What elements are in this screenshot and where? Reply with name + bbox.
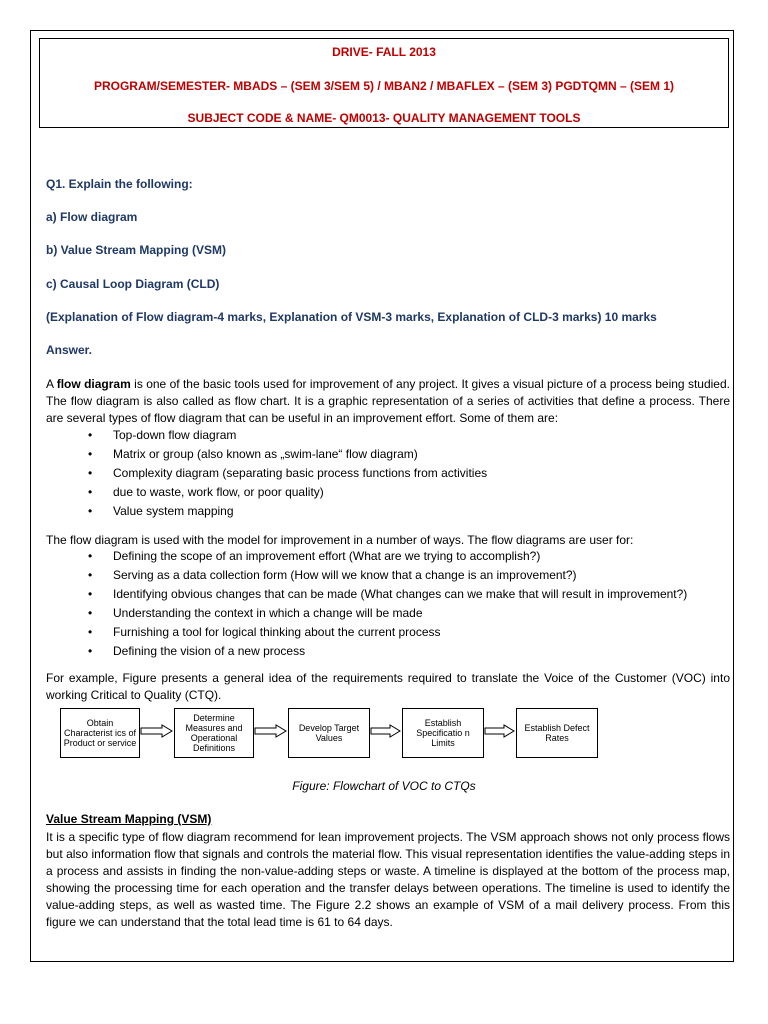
flow-diagram-uses-list: [88, 547, 687, 661]
figure-caption: Figure: Flowchart of VOC to CTQs: [292, 779, 476, 793]
list-item: • Identifying obvious changes that can be made (What changes can we make that will result in improvement?): [88, 585, 687, 604]
flowchart-step: Obtain Characterist ics of Product or service: [60, 708, 140, 758]
list-item: • Furnishing a tool for logical thinking about the current process: [88, 623, 687, 642]
list-item: • Top-down flow diagram: [88, 426, 487, 445]
intro-paragraph: [46, 376, 730, 427]
question-title: Q1. Explain the following:: [46, 177, 193, 191]
flowchart-step: Establish Specificatio n Limits: [402, 708, 484, 758]
intro-after: is one of the basic tools used for improvement of any project. It gives a visual picture of a process being studied. The flow diagram is also called as flow chart. It is a graphic representation of a series of activities that define a process. There are several types of flow diagram that can be useful in an improvement effort. Some of them are:: [46, 377, 730, 425]
flowchart-step: Determine Measures and Operational Definitions: [174, 708, 254, 758]
question-marks: (Explanation of Flow diagram-4 marks, Explanation of VSM-3 marks, Explanation of CLD-3 marks) 10 marks: [46, 310, 657, 324]
list-item: • due to waste, work flow, or poor quality): [88, 483, 487, 502]
list-item: • Defining the scope of an improvement effort (What are we trying to accomplish?): [88, 547, 687, 566]
list-item: • Complexity diagram (separating basic process functions from activities: [88, 464, 487, 483]
flow-arrow-icon: [484, 724, 516, 738]
list-item: • Matrix or group (also known as „swim-lane“ flow diagram): [88, 445, 487, 464]
flowchart-step: Develop Target Values: [288, 708, 370, 758]
question-part-c: c) Causal Loop Diagram (CLD): [46, 277, 220, 291]
example-paragraph: For example, Figure presents a general idea of the requirements required to translate the Voice of the Customer (VOC) into working Critical to Quality (CTQ).: [46, 671, 730, 702]
list-item: • Value system mapping: [88, 502, 487, 521]
flow-arrow-icon: [254, 724, 288, 738]
flow-arrow-icon: [370, 724, 402, 738]
header-subject: SUBJECT CODE & NAME- QM0013- QUALITY MANAGEMENT TOOLS: [187, 111, 581, 125]
header-program: PROGRAM/SEMESTER- MBADS – (SEM 3/SEM 5) / MBAN2 / MBAFLEX – (SEM 3) PGDTQMN – (SEM 1): [93, 79, 675, 93]
document-header: [39, 38, 729, 128]
header-drive: DRIVE- FALL 2013: [332, 45, 436, 59]
list-item: • Defining the vision of a new process: [88, 642, 687, 661]
vsm-paragraph: It is a specific type of flow diagram recommend for lean improvement projects. The VSM approach shows not only process flows but also information flow that signals and controls the material flow. This visual representation identifies the value-adding steps in a process and assists in finding the non-value-adding steps or waste. A timeline is displayed at the bottom of the process map, showing the processing time for each operation and the transfer delays between operations. The timeline is used to identify the value-adding steps, as well as wasted time. The Figure 2.2 shows an example of VSM of a mail delivery process. From this figure we can understand that the total lead time is 61 to 64 days.: [46, 830, 730, 929]
flow-diagram-types-list: [88, 426, 487, 521]
flowchart-step: Establish Defect Rates: [516, 708, 598, 758]
vsm-heading: Value Stream Mapping (VSM): [46, 812, 212, 826]
uses-intro: The flow diagram is used with the model for improvement in a number of ways. The flow diagrams are user for:: [46, 533, 634, 547]
list-item: • Understanding the context in which a change will be made: [88, 604, 687, 623]
flow-arrow-icon: [140, 724, 174, 738]
answer-heading: Answer.: [46, 343, 93, 357]
question-part-a: a) Flow diagram: [46, 210, 138, 224]
intro-before: A: [46, 377, 57, 391]
list-item: • Serving as a data collection form (How will we know that a change is an improvement?): [88, 566, 687, 585]
intro-term: flow diagram: [56, 377, 131, 391]
question-part-b: b) Value Stream Mapping (VSM): [46, 243, 227, 257]
